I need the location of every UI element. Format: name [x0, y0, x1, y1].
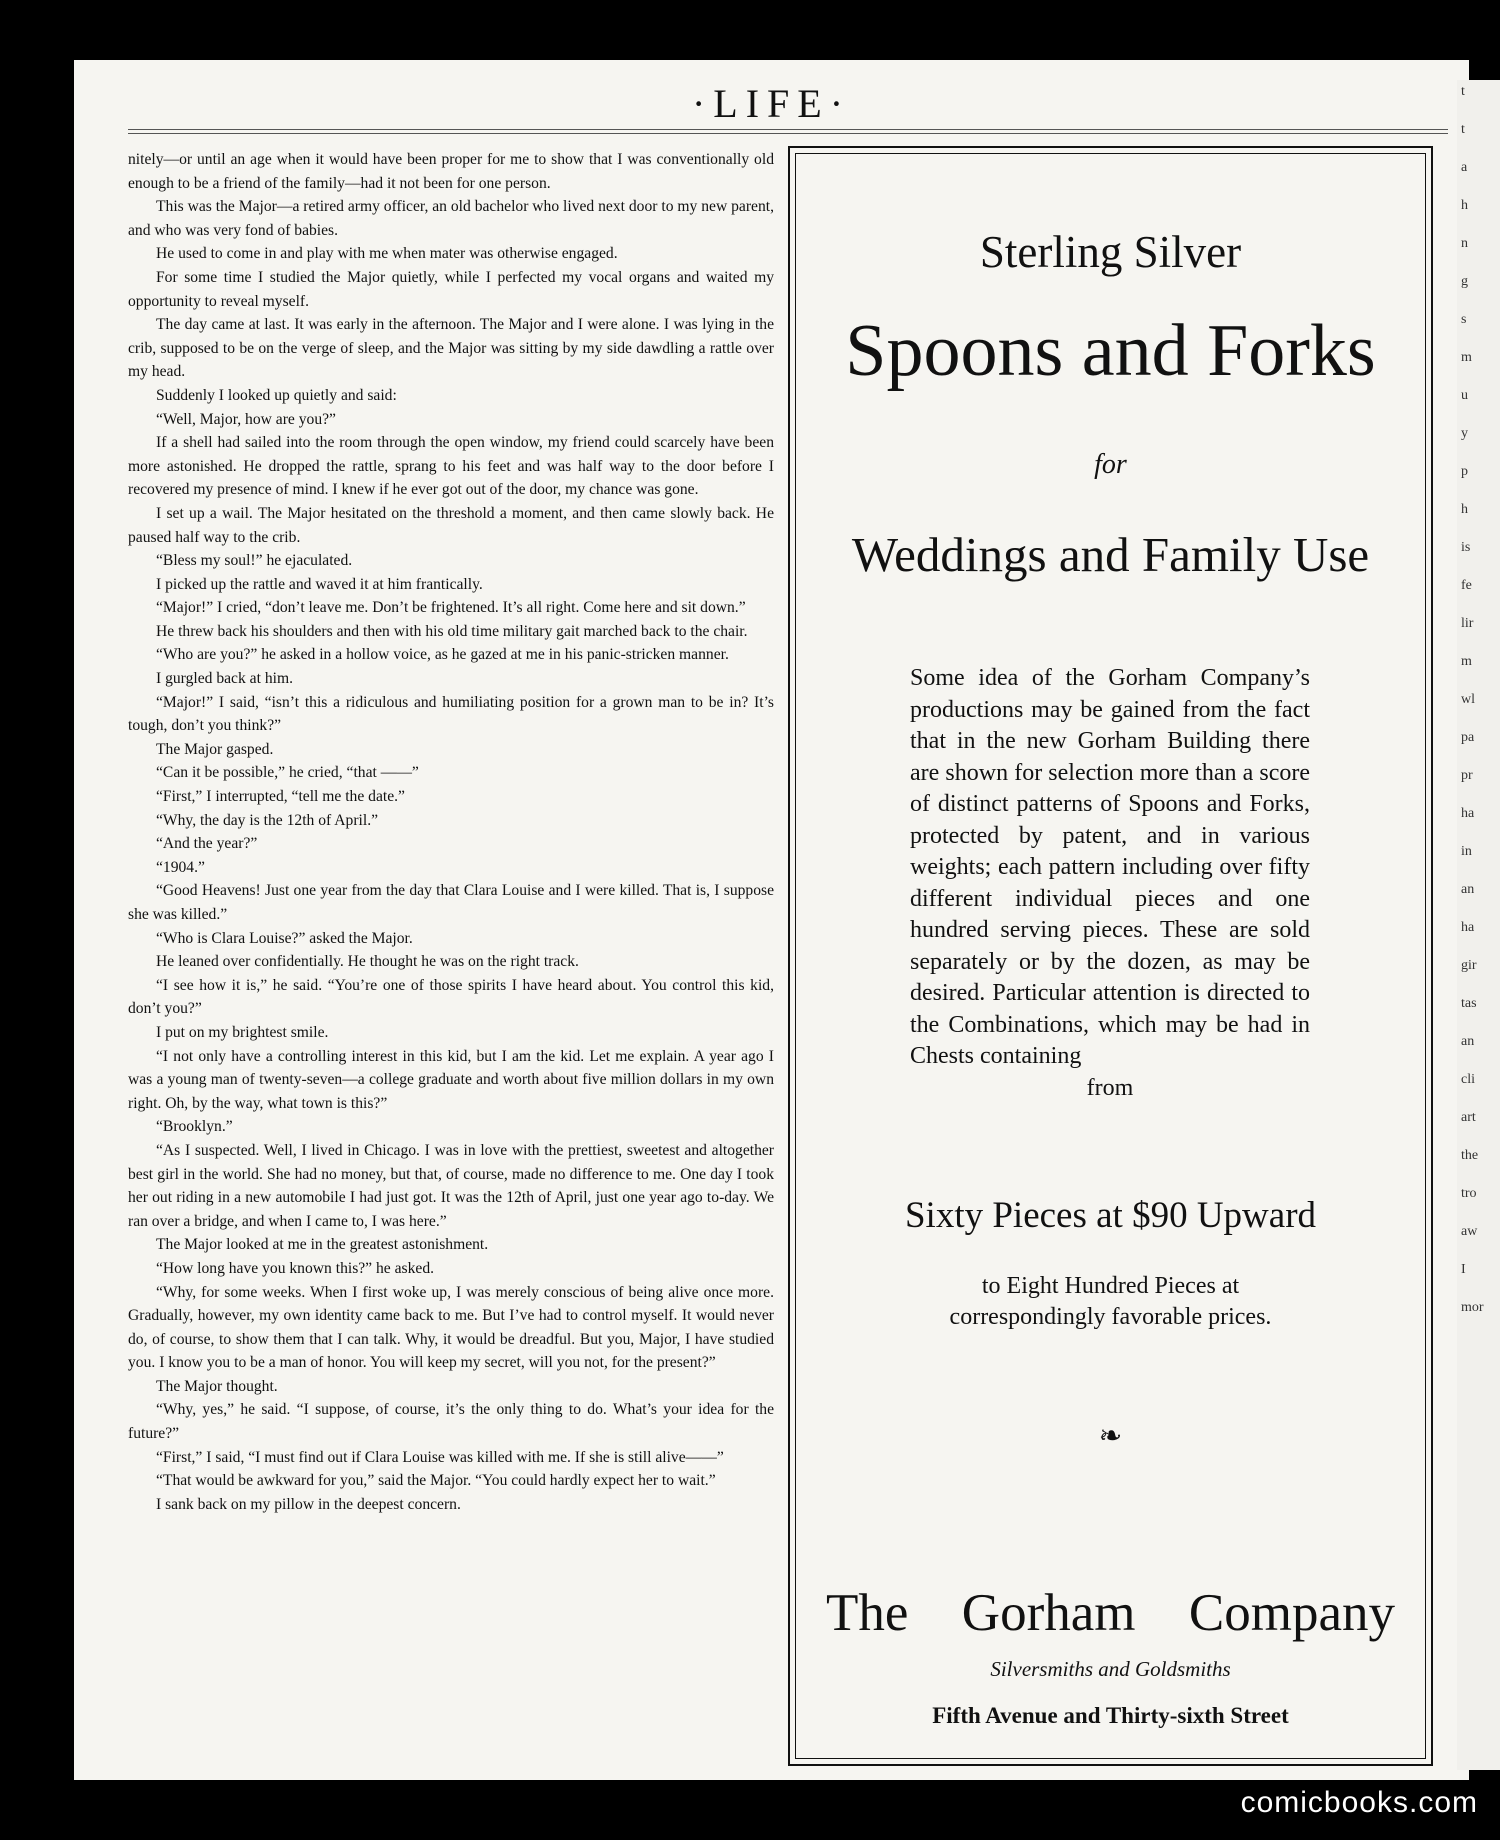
fragment-text: tas — [1461, 996, 1477, 1011]
fragment-text: m — [1461, 350, 1472, 365]
story-paragraph: This was the Major—a retired army officer, an old bachelor who lived next door to my new parent, and who was very fond of babies. — [128, 198, 774, 239]
story-paragraph: If a shell had sailed into the room through the open window, my friend could scarcely have been more astonished. He dropped the rattle, sprang to his feet and was half way to the door before I recovered my presence of mind. I knew if he ever got out of the door, my chance was gone. — [128, 434, 774, 499]
ad-inner-border — [795, 153, 1426, 1759]
story-paragraph: “And the year?” — [156, 835, 258, 853]
fragment-text: t — [1461, 122, 1465, 137]
fragment-text: an — [1461, 1034, 1475, 1049]
gorham-advertisement — [788, 146, 1433, 1766]
story-paragraph: He threw back his shoulders and then with his old time military gait marched back to the chair. — [156, 622, 748, 640]
fragment-text: art — [1461, 1110, 1476, 1125]
adjacent-page-fragment — [1457, 80, 1500, 1770]
ad-body — [910, 663, 1310, 1104]
story-paragraph: The day came at last. It was early in the afternoon. The Major and I were alone. I was lying in the crib, supposed to be on the verge of sleep, and the Major was sitting by my side dawdling a rattle over my head. — [128, 316, 774, 381]
ad-body-text: Some idea of the Gorham Company’s productions may be gained from the fact that in the new Gorham Building there are shown for selection more than a score of distinct patterns of Spoons and Forks, protected by patent, and in various weights; each pattern including over fifty different individual pieces and one hundred serving pieces. These are sold separately or by the dozen, as may be desired. Particular attention is directed to the Combinations, which may be had in Chests containing — [910, 665, 1310, 1069]
story-paragraph: “Brooklyn.” — [156, 1118, 233, 1136]
story-paragraph: “That would be awkward for you,” said the Major. “You could hardly expect her to wait.” — [156, 1472, 716, 1490]
fragment-text: t — [1461, 84, 1465, 99]
fragment-text: p — [1461, 464, 1468, 479]
fragment-text: pr — [1461, 768, 1473, 783]
fragment-text: s — [1461, 312, 1467, 327]
story-paragraph: “How long have you known this?” he asked. — [156, 1259, 435, 1277]
story-paragraph: “Why, the day is the 12th of April.” — [156, 811, 379, 829]
story-paragraph: “Bless my soul!” he ejaculated. — [156, 552, 353, 570]
story-paragraph: “I not only have a controlling interest in this kid, but I am the kid. Let me explain. A year ago I was a young man of twenty-seven—a college graduate and worth about five million dollars in my own right. Oh, by the way, what town is this?” — [128, 1047, 774, 1112]
story-column — [128, 148, 774, 1516]
fragment-text: cli — [1461, 1072, 1475, 1087]
fragment-text: h — [1461, 198, 1468, 213]
story-paragraph: I sank back on my pillow in the deepest concern. — [156, 1495, 461, 1513]
ad-address: Fifth Avenue and Thirty-sixth Street — [932, 1703, 1289, 1728]
story-paragraph: The Major thought. — [156, 1377, 278, 1395]
ad-company-word: Company — [1188, 1584, 1395, 1642]
ad-for: for — [1094, 449, 1127, 480]
magazine-page — [74, 60, 1469, 1780]
fragment-text: tro — [1461, 1186, 1477, 1201]
ad-headline: Spoons and Forks — [845, 310, 1376, 392]
fragment-text: pa — [1461, 730, 1475, 745]
ad-body-from: from — [1086, 1074, 1134, 1101]
fragment-text: lir — [1461, 616, 1474, 631]
ad-offer: Sixty Pieces at $90 Upward — [904, 1195, 1317, 1236]
story-paragraph: I picked up the rattle and waved it at him frantically. — [156, 575, 483, 593]
fragment-text: aw — [1461, 1224, 1478, 1239]
ad-sterling-silver: Sterling Silver — [979, 227, 1242, 277]
story-paragraph: He leaned over confidentially. He thought he was on the right track. — [156, 953, 579, 971]
fragment-text: ha — [1461, 806, 1475, 821]
story-paragraph: “Good Heavens! Just one year from the day that Clara Louise and I were killed. That is, I suppose she was killed.” — [128, 882, 774, 923]
ad-company-word: Gorham — [961, 1584, 1136, 1642]
story-paragraph: “Major!” I cried, “don’t leave me. Don’t be frightened. It’s all right. Come here and sit down.” — [156, 599, 746, 617]
story-paragraph: “Who is Clara Louise?” asked the Major. — [156, 929, 413, 947]
ad-subheadline: Weddings and Family Use — [851, 527, 1370, 582]
story-paragraph: I set up a wail. The Major hesitated on the threshold a moment, and then came slowly back. He paused half way to the crib. — [128, 504, 774, 546]
fragment-text: m — [1461, 654, 1472, 669]
story-paragraph: For some time I studied the Major quietly, while I perfected my vocal organs and waited my opportunity to reveal myself. — [128, 268, 774, 310]
story-paragraph: nitely—or until an age when it would have been proper for me to show that I was conventionally old enough to be a friend of the family—had it not been for one person. — [128, 151, 774, 192]
story-paragraph: Suddenly I looked up quietly and said: — [156, 386, 397, 404]
fragment-text: the — [1461, 1148, 1479, 1163]
story-paragraph: “1904.” — [156, 858, 205, 876]
fragment-text: in — [1461, 844, 1472, 859]
story-paragraph: “Why, for some weeks. When I first woke up, I was merely conscious of being alive once more. Gradually, however, my own identity came back to me. But I’ve had to control myself. It would never do, of course, to show them that I can talk. Why, it would be dreadful. But you, Major, I have studied you. I know you to be a man of honor. You will keep my secret, will you not, for the present?” — [128, 1283, 774, 1372]
watermark: comicbooks.com — [1240, 1786, 1478, 1819]
story-paragraph: The Major looked at me in the greatest astonishment. — [156, 1236, 489, 1254]
fragment-text: fe — [1461, 578, 1472, 593]
masthead: ·LIFE· — [691, 81, 852, 126]
story-paragraph: “I see how it is,” he said. “You’re one of those spirits I have heard about. You control this kid, don’t you?” — [128, 976, 774, 1018]
story-paragraph: I put on my brightest smile. — [156, 1023, 329, 1041]
story-paragraph: He used to come in and play with me when mater was otherwise engaged. — [156, 245, 618, 263]
ad-company-name — [826, 1583, 1395, 1643]
fragment-text: mor — [1461, 1300, 1484, 1315]
story-paragraph: “Why, yes,” he said. “I suppose, of course, it’s the only thing to do. What’s your idea for the future?” — [128, 1401, 774, 1443]
fragment-text: an — [1461, 882, 1475, 897]
story-paragraph: “Can it be possible,” he cried, “that ——” — [156, 764, 419, 782]
fragment-text: h — [1461, 502, 1468, 517]
fragment-text: wl — [1461, 692, 1475, 707]
ad-company-word: The — [826, 1584, 909, 1642]
fragment-text: n — [1461, 236, 1468, 251]
ad-tagline: Silversmiths and Goldsmiths — [990, 1657, 1231, 1681]
fragment-text: u — [1461, 388, 1468, 403]
story-paragraph: “As I suspected. Well, I lived in Chicago. I was in love with the prettiest, sweetest and altogether best girl in the world. She had no money, but that, of course, made no difference to me. One day I took her out riding in a new automobile I had just got. It was the 12th of April, just one year ago to-day. We ran over a bridge, and when I came to, I was here.” — [128, 1141, 774, 1230]
ad-offer-sub: to Eight Hundred Pieces at correspondingly favorable prices. — [949, 1273, 1272, 1330]
fragment-text: gir — [1461, 958, 1477, 973]
story-paragraph: “Major!” I said, “isn’t this a ridiculous and humiliating position for a grown man to be in? It’s tough, don’t you think?” — [128, 693, 774, 735]
story-paragraph: “First,” I interrupted, “tell me the date.” — [156, 788, 405, 806]
fragment-text: a — [1461, 160, 1468, 175]
story-paragraph: “Well, Major, how are you?” — [156, 410, 336, 428]
masthead-rule — [128, 129, 1448, 134]
story-paragraph: “Who are you?” he asked in a hollow voice, as he gazed at me in his panic-stricken manner. — [156, 646, 729, 664]
fleuron-icon: ❧ — [1098, 1421, 1123, 1452]
story-paragraph: The Major gasped. — [156, 740, 274, 758]
fragment-text: ha — [1461, 920, 1475, 935]
fragment-text: g — [1461, 274, 1468, 289]
fragment-text: is — [1461, 540, 1471, 555]
story-paragraph: “First,” I said, “I must find out if Clara Louise was killed with me. If she is still alive——” — [156, 1448, 724, 1466]
fragment-text: y — [1461, 426, 1468, 441]
fragment-text: I — [1461, 1262, 1466, 1277]
story-paragraph: I gurgled back at him. — [156, 670, 293, 688]
